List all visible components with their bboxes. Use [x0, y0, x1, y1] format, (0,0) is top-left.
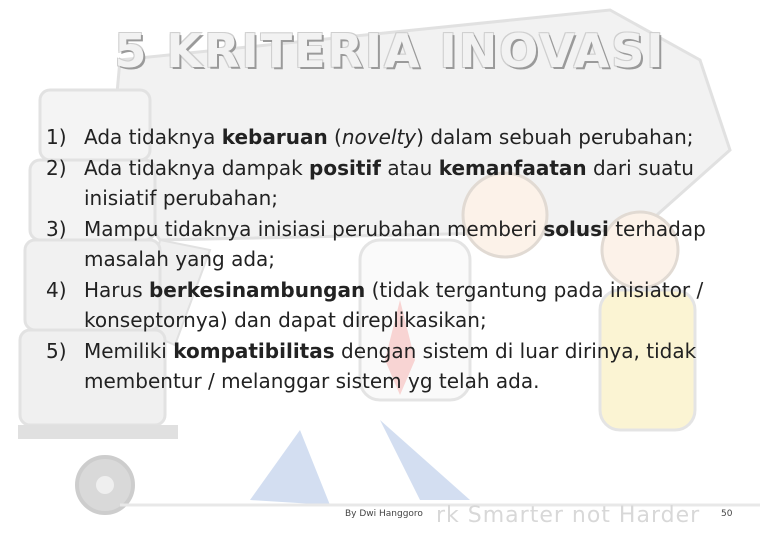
- item-number: 5): [46, 339, 67, 363]
- slide-title: 5 KRITERIA INOVASI: [114, 24, 666, 78]
- item-number: 1): [46, 125, 67, 149]
- list-item: 2) Ada tidaknya dampak positif atau kemanfaatan dari suatu inisiatif perubahan;: [46, 153, 756, 213]
- list-item: 1) Ada tidaknya kebaruan (novelty) dalam sebuah perubahan;: [46, 122, 756, 152]
- watermark-text: rk Smarter not Harder: [436, 503, 701, 528]
- footer-author: By Dwi Hanggoro: [345, 509, 423, 519]
- hand-truck: [18, 425, 178, 439]
- item-number: 3): [46, 217, 67, 241]
- list-item: 3) Mampu tidaknya inisiasi perubahan memberi solusi terhadap masalah yang ada;: [46, 214, 756, 274]
- emphasis: solusi: [543, 217, 609, 241]
- emphasis: kompatibilitas: [173, 339, 335, 363]
- emphasis: positif: [309, 156, 381, 180]
- item-number: 4): [46, 278, 67, 302]
- list-item: 4) Harus berkesinambungan (tidak tergantung pada inisiator / konseptornya) dan dapat direplikasikan;: [46, 275, 756, 335]
- emphasis-italic: novelty: [341, 125, 417, 149]
- emphasis: berkesinambungan: [148, 278, 366, 302]
- criteria-list: [46, 122, 756, 397]
- item-number: 2): [46, 156, 67, 180]
- list-item: 5) Memiliki kompatibilitas dengan sistem di luar dirinya, tidak membentur / melanggar sistem yg telah ada.: [46, 336, 756, 396]
- emphasis: kebaruan: [221, 125, 328, 149]
- page-number: 50: [721, 509, 733, 519]
- emphasis: kemanfaatan: [438, 156, 587, 180]
